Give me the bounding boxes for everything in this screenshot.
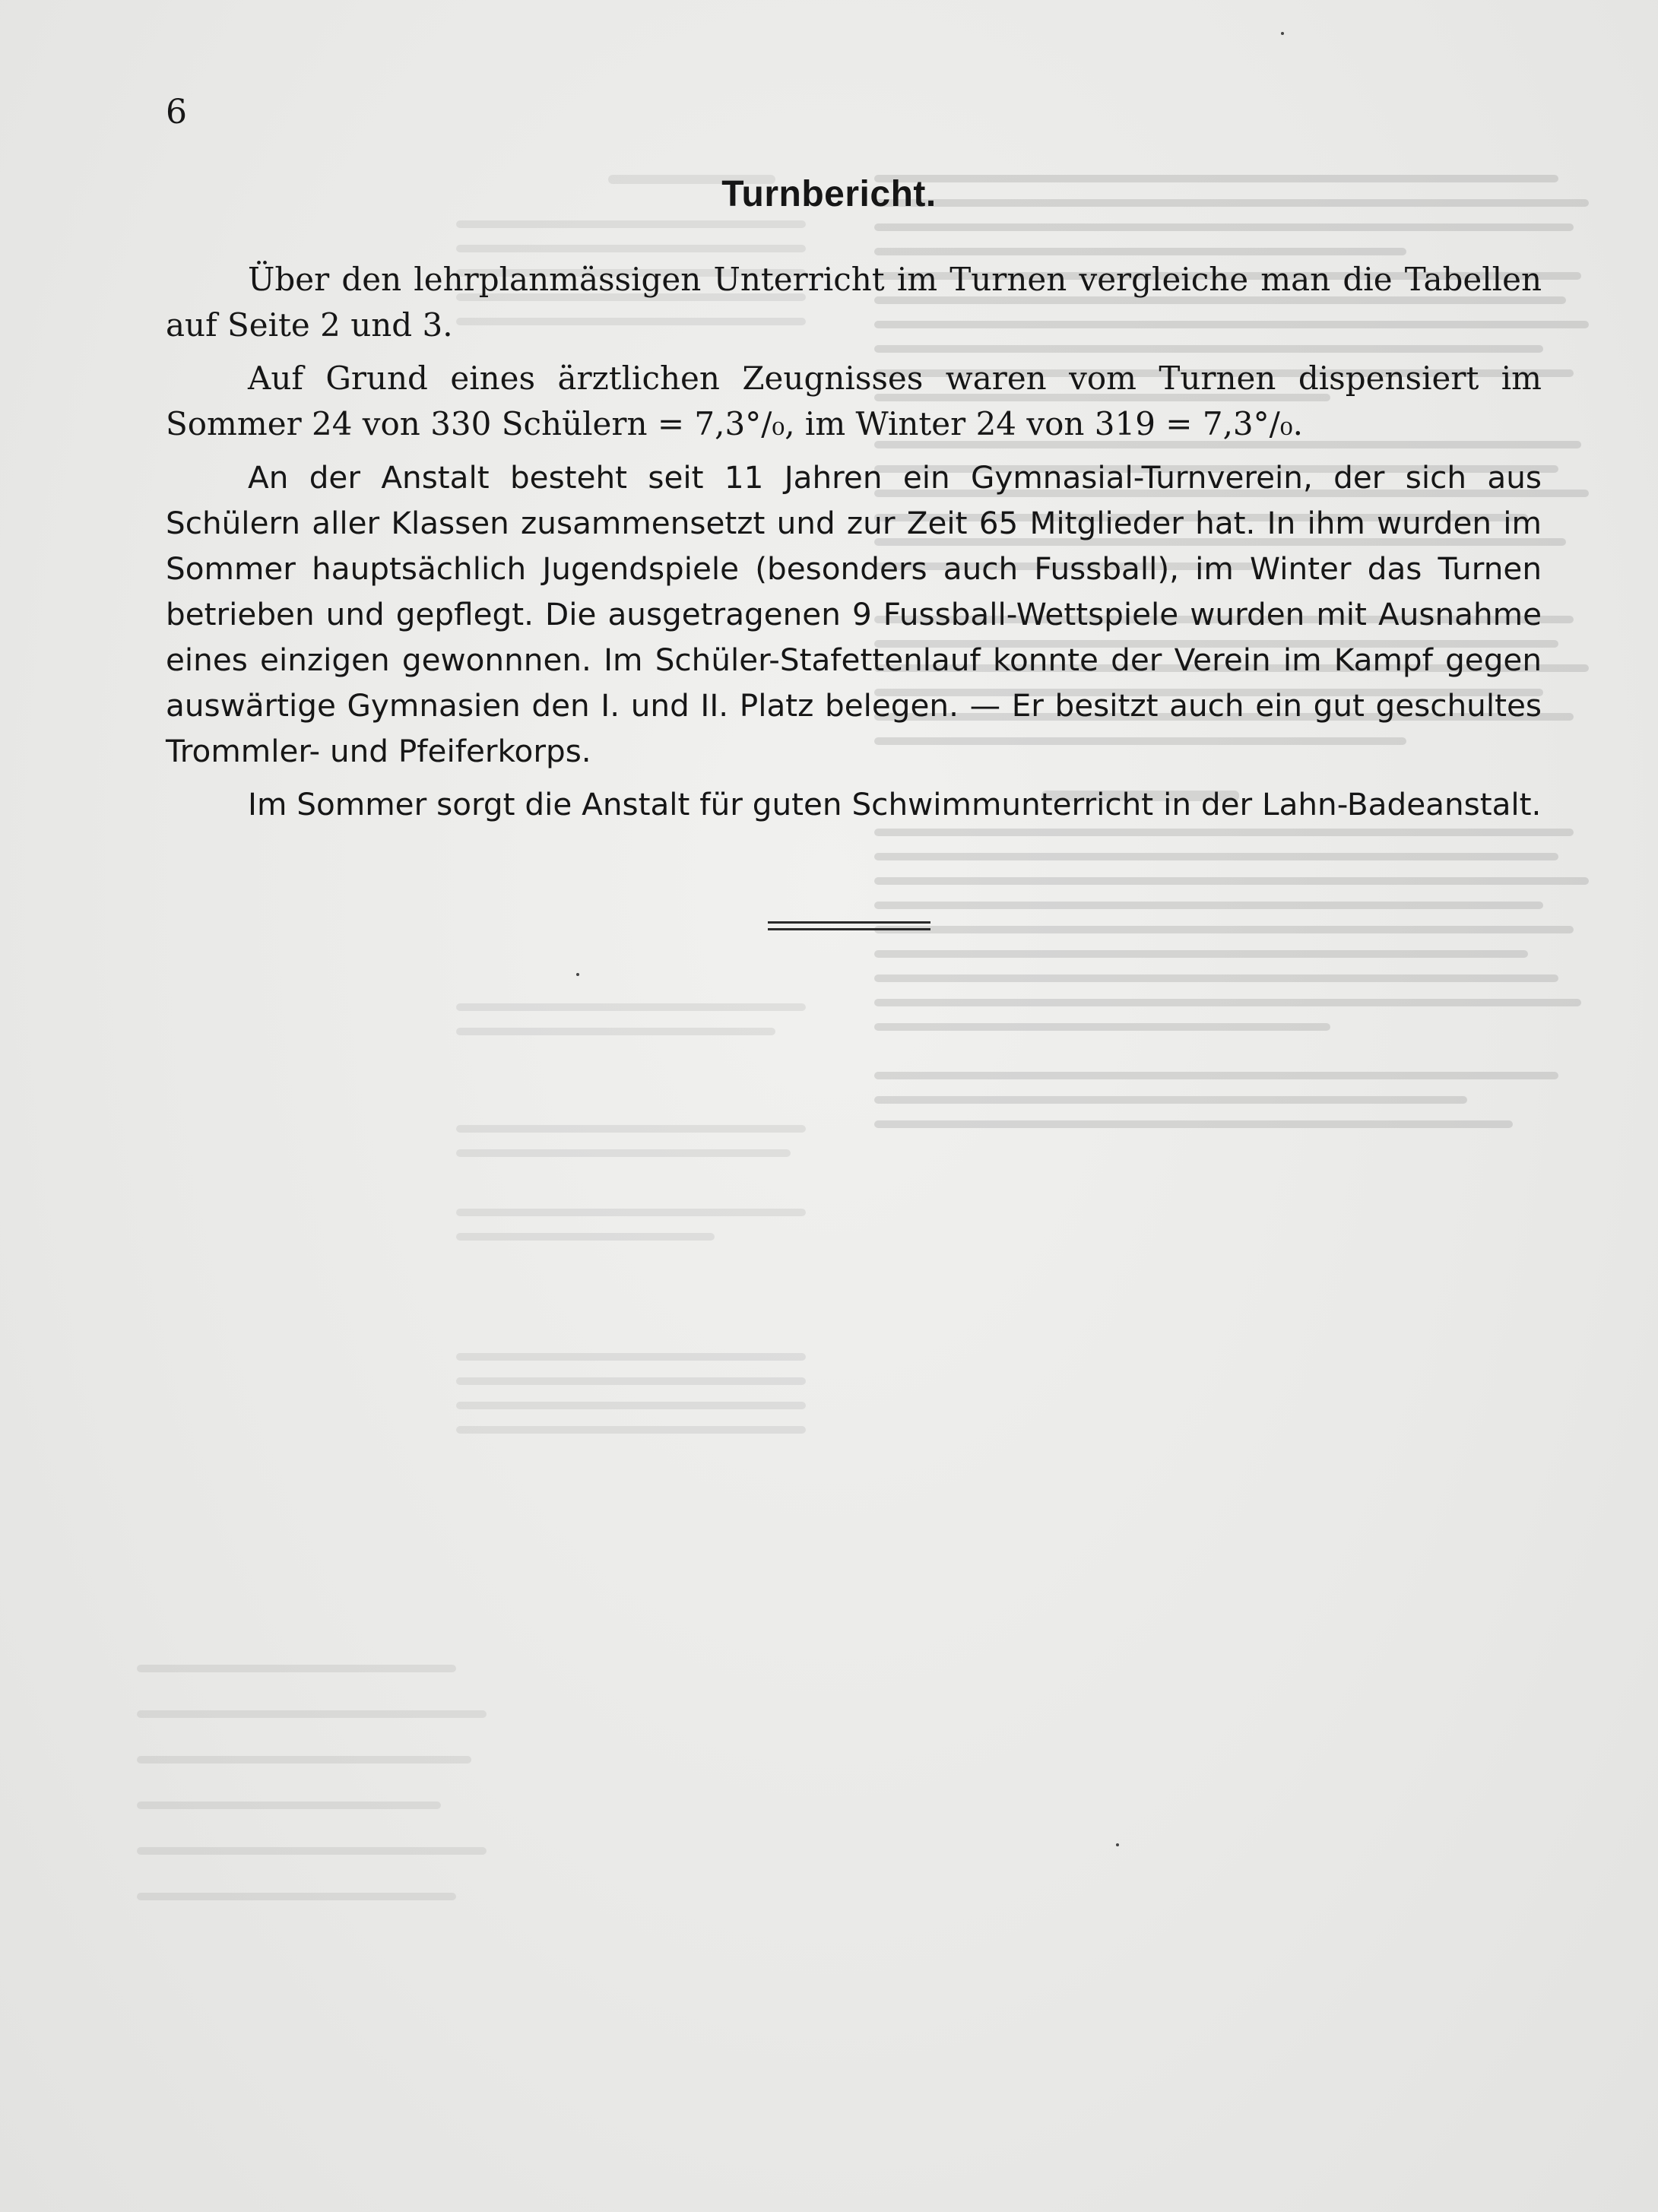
page-number: 6: [166, 93, 187, 132]
paragraph-swimming: Im Sommer sorgt die Anstalt für guten Schwimmunterricht in der Lahn-Badeanstalt.: [248, 786, 1542, 822]
report-body: [166, 257, 1542, 835]
dust-speck: [1116, 1843, 1119, 1846]
paragraph-lesson-plan: Über den lehrplanmässigen Unterricht im Turnen vergleiche man die Tabellen auf Seite 2 und 3.: [166, 261, 1542, 344]
dust-speck: [1281, 32, 1284, 35]
dust-speck: [576, 973, 579, 976]
page-title: Turnbericht.: [721, 174, 937, 214]
paragraph-gymnastics-club: An der Anstalt besteht seit 11 Jahren ein Gymnasial-Turnverein, der sich aus Schülern aller Klassen zusammensetzt und zur Zeit 65 Mitglieder hat. In ihm wurden im Sommer hauptsächlich Jugendspiele (besonders auch Fussball), im Winter das Turnen betrieben und gepflegt. Die ausgetragenen 9 Fussball-Wettspiele wurden mit Ausnahme eines einzigen gewonnnen. Im Schüler-Stafettenlauf konnte der Verein im Kampf gegen auswärtige Gymnasien den I. und II. Platz belegen. — Er besitzt auch ein gut geschultes Trommler- und Pfeiferkorps.: [166, 459, 1542, 769]
section-end-rule: [768, 921, 930, 935]
paragraph-dispensations: Auf Grund eines ärztlichen Zeugnisses waren vom Turnen dispensiert im Sommer 24 von 330 Schülern = 7,3°/₀, im Winter 24 von 319 = 7,3°/₀.: [166, 360, 1542, 442]
rule-line-top: [768, 921, 930, 924]
rule-line-bottom: [768, 928, 930, 930]
